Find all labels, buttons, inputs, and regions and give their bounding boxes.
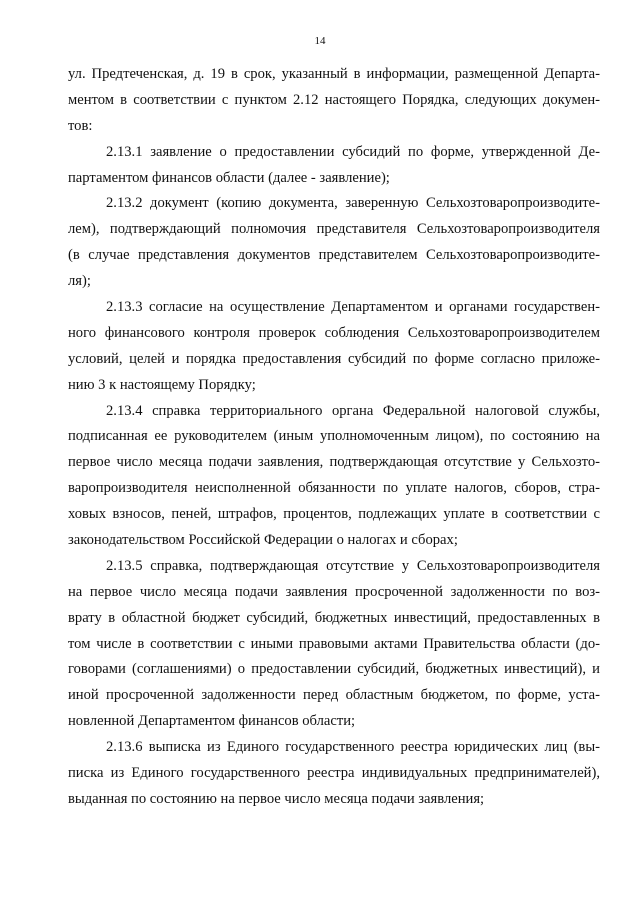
text-line: тов: [68,117,93,134]
text-line: первое число месяца подачи заявления, подтверждающая отсутствие у Сельхозто- [68,454,600,471]
text-line: подписанная ее руководителем (иным уполномоченным лицом), по состоянию на [68,428,600,445]
text-line: ля); [68,273,91,290]
text-line: ховых взносов, пеней, штрафов, процентов, подлежащих уплате в соответствии с [68,506,600,523]
text-line: ментом в соответствии с пунктом 2.12 настоящего Порядка, следующих докумен- [68,91,600,108]
text-line: 2.13.2 документ (копию документа, заверенную Сельхозтоваропроизводите- [106,195,600,212]
text-line: 2.13.1 заявление о предоставлении субсидий по форме, утвержденной Де- [106,143,600,160]
text-line: на первое число месяца подачи заявления просроченной задолженности по воз- [68,583,600,600]
text-line: нию 3 к настоящему Порядку; [68,376,256,393]
text-line: условий, целей и порядка предоставления субсидий по форме согласно приложе- [68,350,600,367]
document-body [68,62,600,813]
text-line: законодательством Российской Федерации о налогах и сборах; [68,532,458,549]
text-line: врату в областной бюджет субсидий, бюджетных инвестиций, предоставленных в [68,609,600,626]
text-line: 2.13.3 согласие на осуществление Департаментом и органами государствен- [106,299,600,316]
text-line: говорами (соглашениями) о предоставлении субсидий, бюджетных инвестиций), и [68,661,600,678]
text-line: ного финансового контроля проверок соблюдения Сельхозтоваропроизводителем [68,324,600,341]
page-number: 14 [314,35,326,47]
text-line: выданная по состоянию на первое число месяца подачи заявления; [68,790,485,807]
text-line: 2.13.6 выписка из Единого государственного реестра юридических лиц (вы- [106,739,600,756]
text-line: партаментом финансов области (далее - заявление); [68,169,390,186]
text-line: лем), подтверждающий полномочия представителя Сельхозтоваропроизводителя [68,221,600,238]
text-line: иной просроченной задолженности перед областным бюджетом, по форме, уста- [68,687,600,704]
text-line: (в случае представления документов представителем Сельхозтоваропроизводите- [68,247,600,264]
text-line: ул. Предтеченская, д. 19 в срок, указанный в информации, размещенной Департа- [68,66,600,82]
text-line: 2.13.5 справка, подтверждающая отсутствие у Сельхозтоваропроизводителя [106,557,600,574]
text-line: том числе в соответствии с иными правовыми актами Правительства области (до- [68,635,600,652]
text-line: 2.13.4 справка территориального органа Федеральной налоговой службы, [106,402,600,419]
text-line: новленной Департаментом финансов области; [68,713,356,730]
text-line: варопроизводителя неисполненной обязанности по уплате налогов, сборов, стра- [68,480,600,497]
text-line: писка из Единого государственного реестра индивидуальных предпринимателей), [68,765,600,782]
